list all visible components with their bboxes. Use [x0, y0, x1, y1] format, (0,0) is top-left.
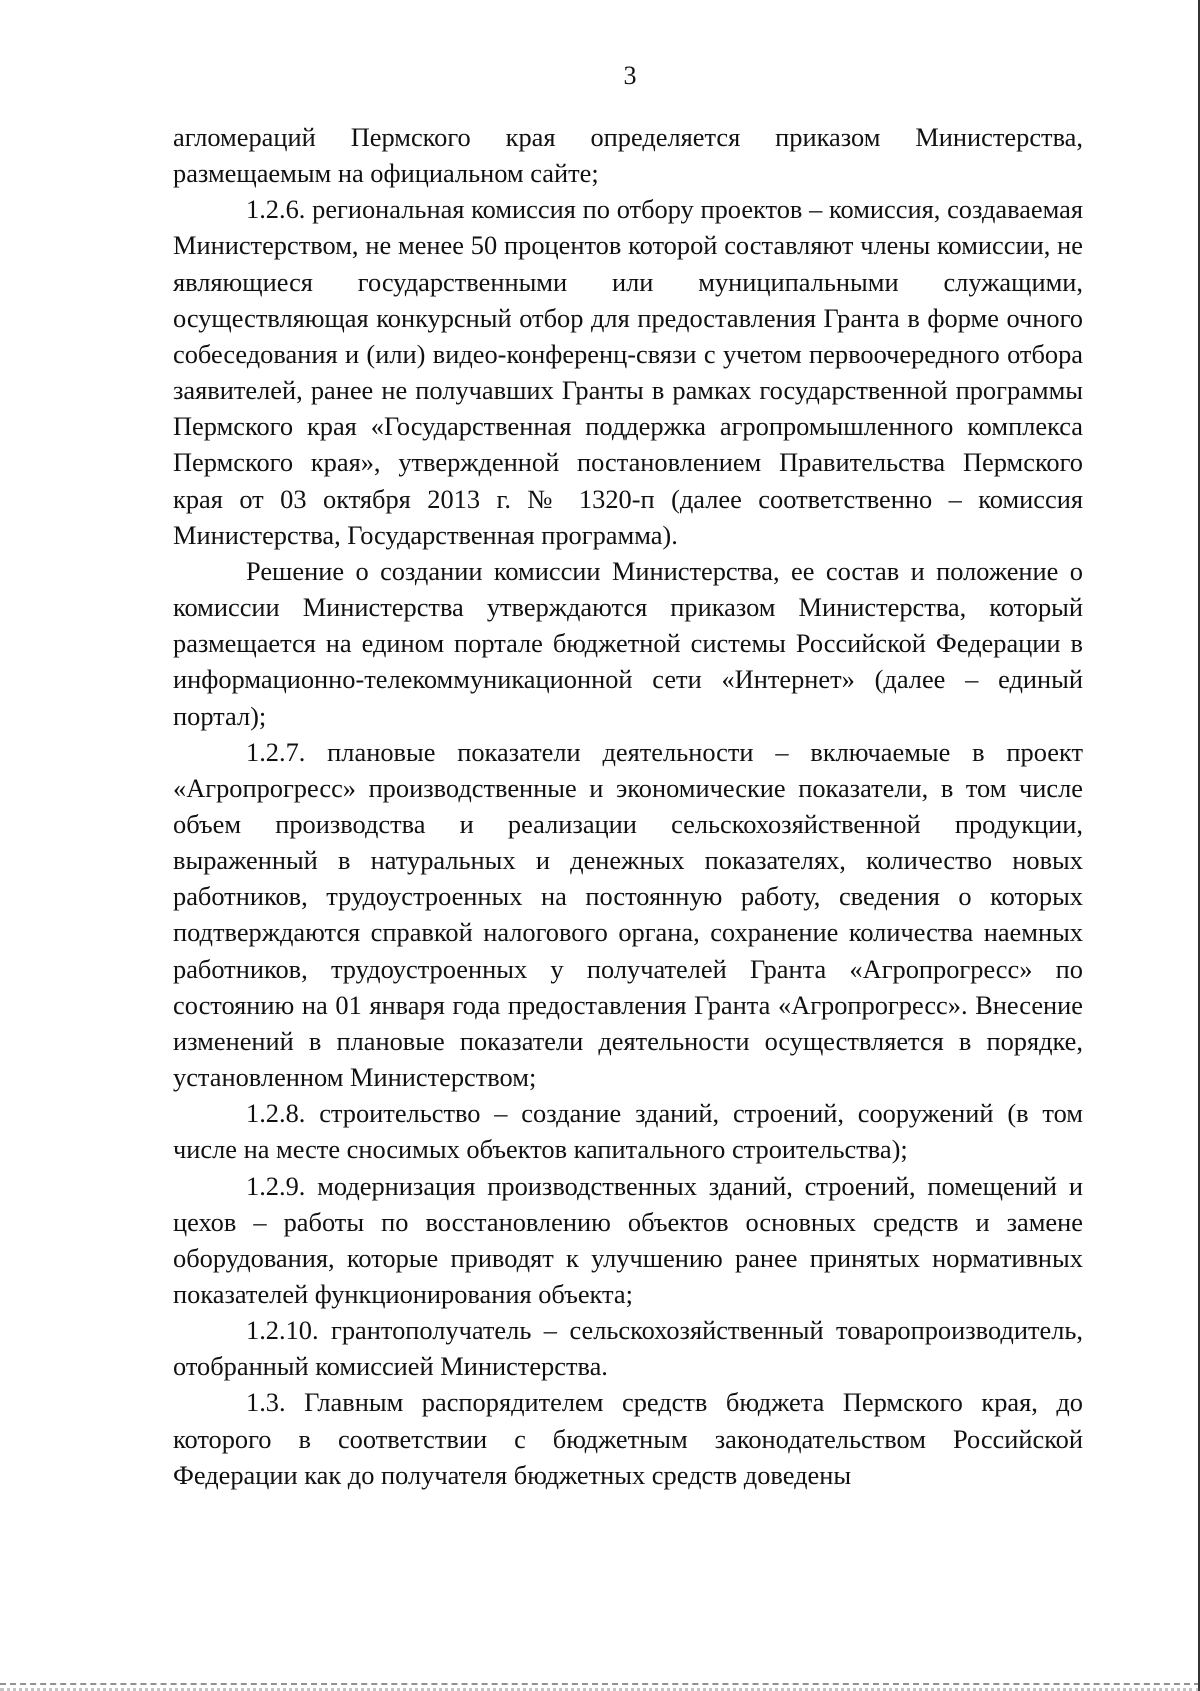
paragraph-1-2-10: 1.2.10. грантополучатель – сельскохозяйственный товаропроизводитель, отобранный комиссией Министерства.	[173, 1315, 1083, 1382]
scan-bottom-edge	[0, 1683, 1200, 1685]
document-body	[173, 119, 1083, 1493]
paragraph-1-2-7: 1.2.7. плановые показатели деятельности – включаемые в проект «Агропрогресс» производственные и экономические показатели, в том числе объем производства и реализации сельскохозяйственной продукции, выраженный в натуральных и денежных показателях, количество новых работников, трудоустроенных на постоянную работу, сведения о которых подтверждаются справкой налогового органа, сохранение количества наемных работников, трудоустроенных у получателей Гранта «Агропрогресс» по состоянию на 01 января года предоставления Гранта «Агропрогресс». Внесение изменений в плановые показатели деятельности осуществляется в порядке, установленном Министерством;	[173, 736, 1083, 1093]
page-number: 3	[623, 61, 637, 90]
paragraph-continuation: агломераций Пермского края определяется приказом Министерства, размещаемым на официальном сайте;	[173, 122, 1083, 189]
paragraph-1-2-9: 1.2.9. модернизация производственных зданий, строений, помещений и цехов – работы по восстановлению объектов основных средств и замене оборудования, которые приводят к улучшению ранее принятых нормативных показателей функционирования объекта;	[173, 1170, 1083, 1309]
paragraph-commission-decision: Решение о создании комиссии Министерства, ее состав и положение о комиссии Министерства утверждаются приказом Министерства, который размещается на едином портале бюджетной системы Российской Федерации в информационно-телекоммуникационной сети «Интернет» (далее – единый портал);	[173, 555, 1083, 731]
paragraph-1-2-8: 1.2.8. строительство – создание зданий, строений, сооружений (в том числе на месте сносимых объектов капитального строительства);	[173, 1098, 1083, 1165]
paragraph-1-2-6: 1.2.6. региональная комиссия по отбору проектов – комиссия, создаваемая Министерством, не менее 50 процентов которой составляют члены комиссии, не являющиеся государственными или муниципальными служащими, осуществляющая конкурсный отбор для предоставления Гранта в форме очного собеседования и (или) видео-конференц-связи с учетом первоочередного отбора заявителей, ранее не получавших Гранты в рамках государственной программы Пермского края «Государственная поддержка агропромышленного комплекса Пермского края», утвержденной постановлением Правительства Пермского края от 03 октября 2013 г. № 1320-п (далее соответственно – комиссия Министерства, Государственная программа).	[173, 194, 1083, 550]
paragraph-1-3: 1.3. Главным распорядителем средств бюджета Пермского края, до которого в соответствии с бюджетным законодательством Российской Федерации как до получателя бюджетных средств доведены	[173, 1387, 1083, 1490]
